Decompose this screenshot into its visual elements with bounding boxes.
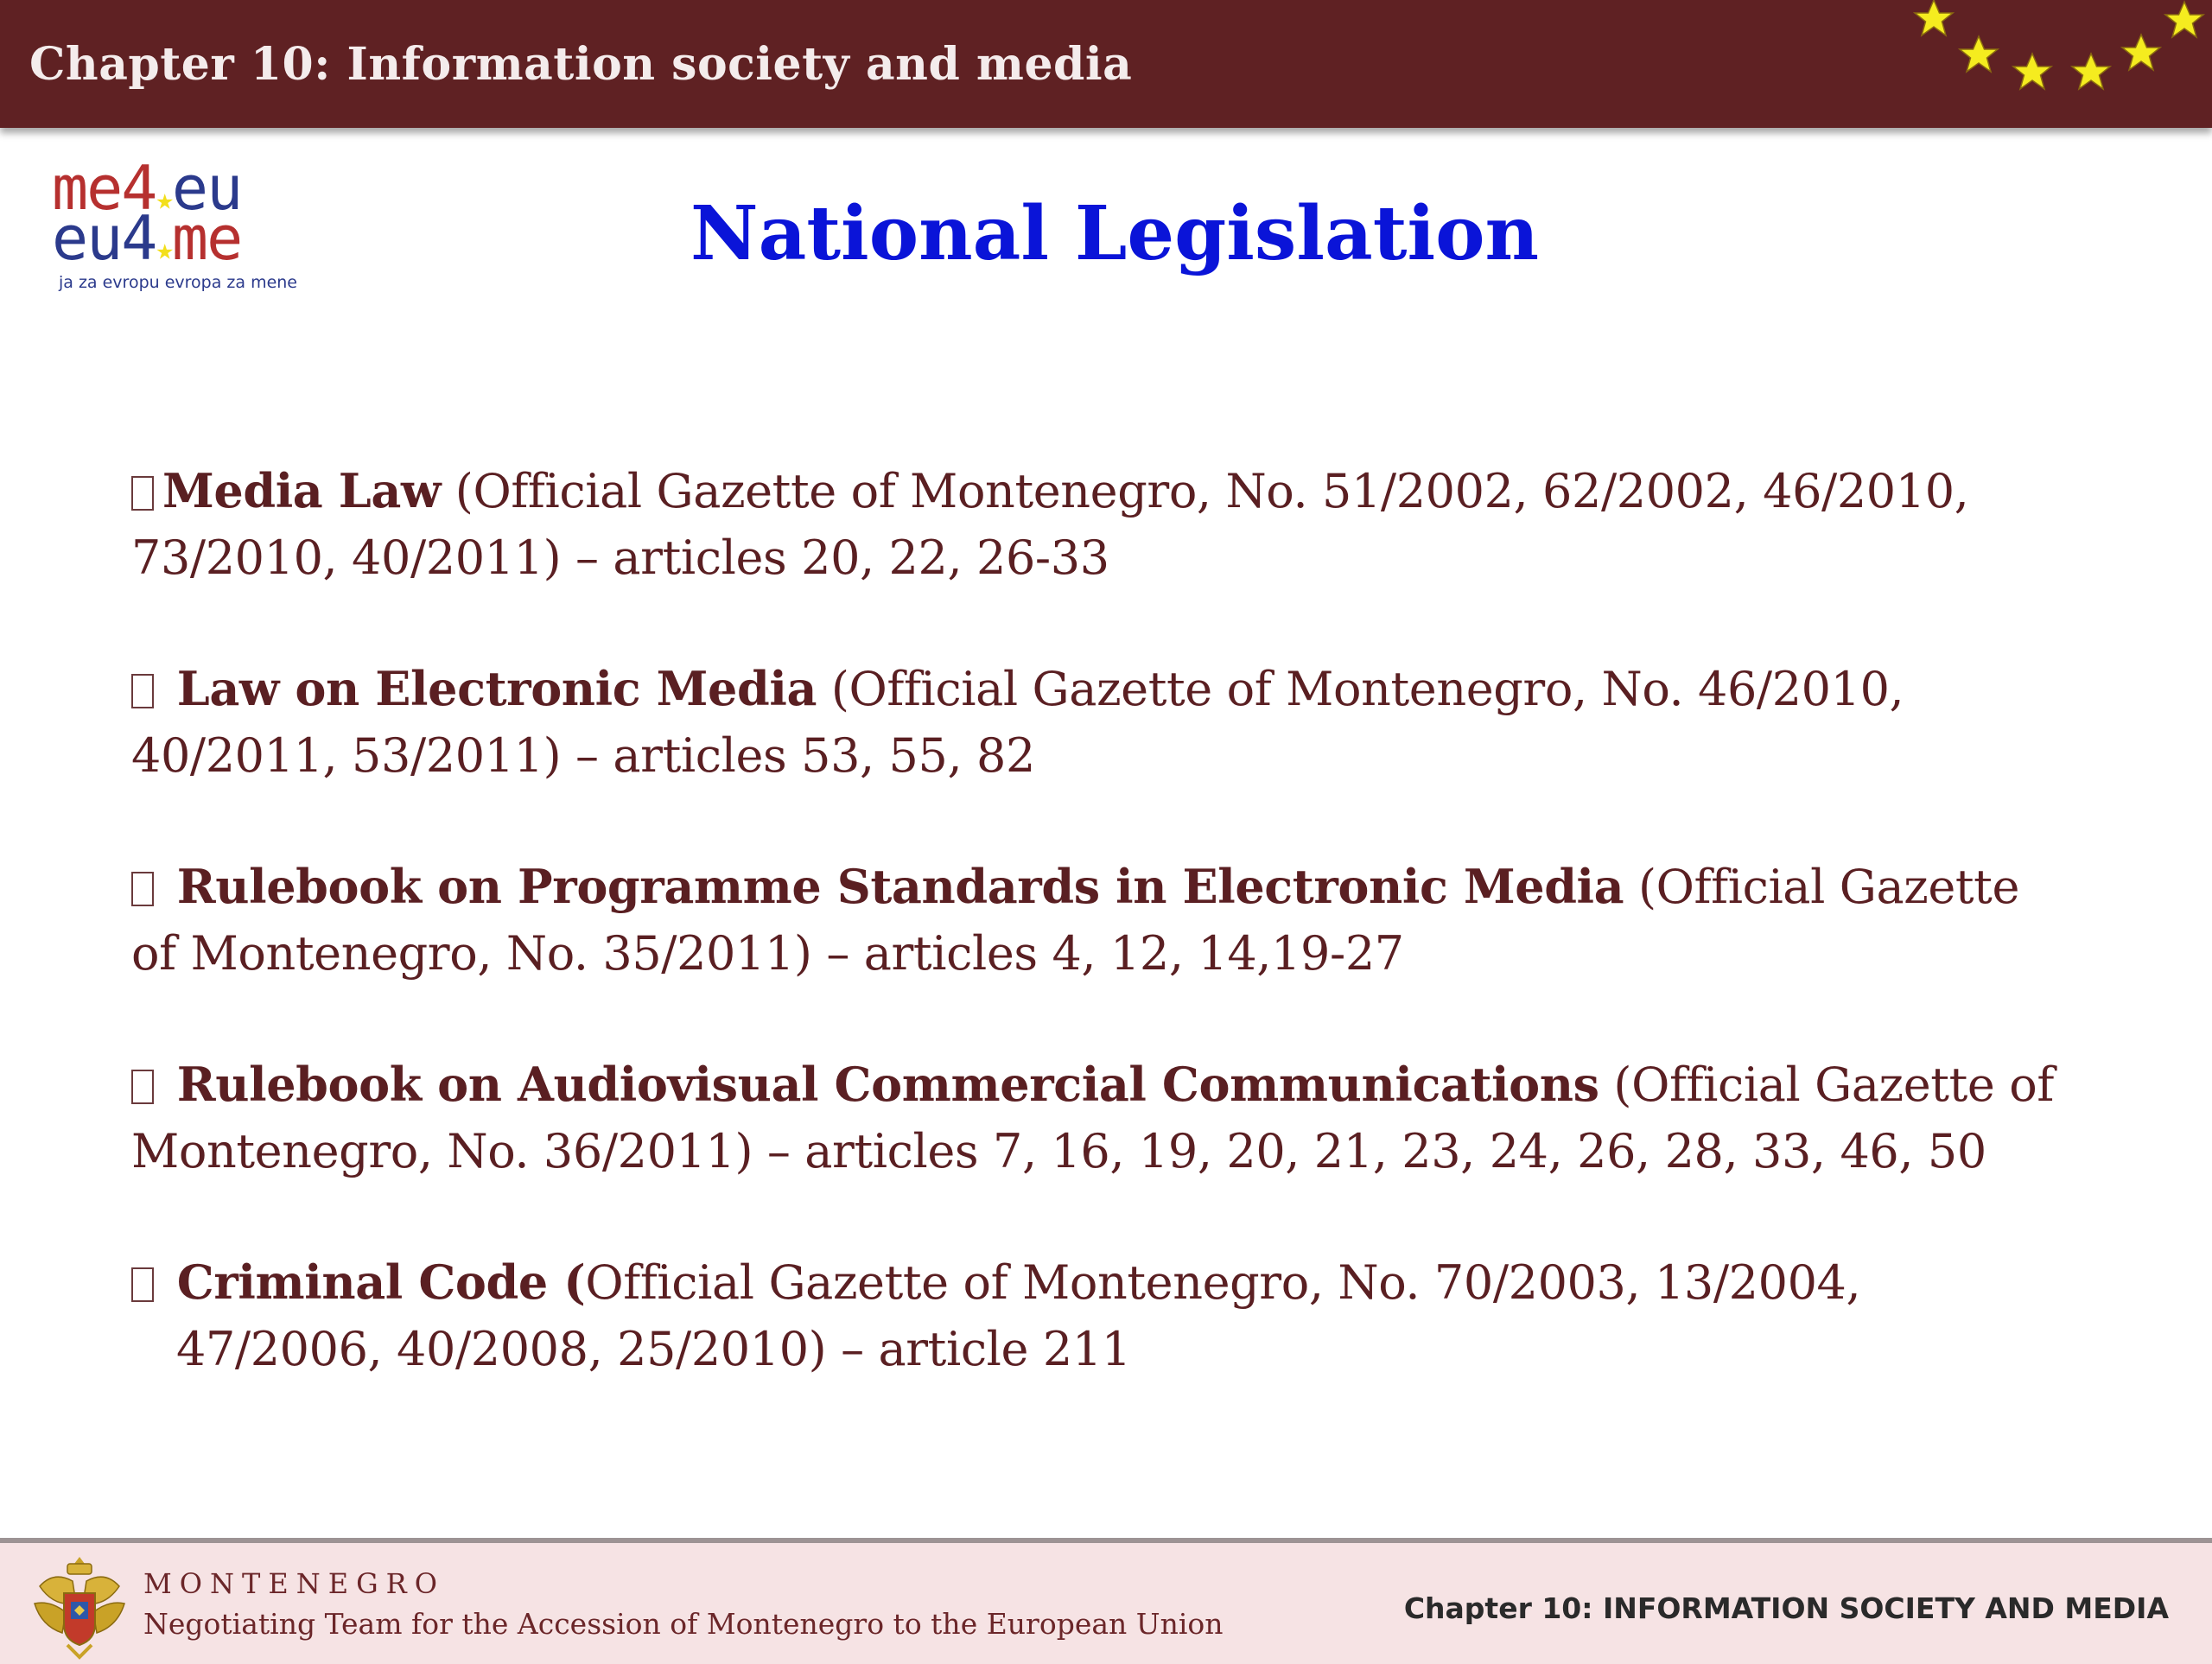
list-item — [131, 854, 2067, 987]
legislation-list — [131, 458, 2067, 1447]
logo-text-eu4: eu4 — [52, 203, 156, 274]
logo-star-icon: ★ — [156, 232, 172, 267]
law-details: Official Gazette of Montenegro, No. 70/2003, 13/2004, — [585, 1255, 1861, 1310]
logo-star-icon: ★ — [156, 182, 172, 217]
eu-stars-icon — [1884, 0, 2212, 121]
logo-text-me4: me4 — [52, 153, 156, 224]
list-item — [131, 458, 2067, 591]
law-details: (Official Gazette of Montenegro, No. 51/2002, 62/2002, 46/2010, 73/2010, 40/2011) – articles 20, 22, 26-33 — [131, 464, 1969, 585]
bullet-box-icon — [131, 674, 154, 708]
list-item — [131, 1249, 2067, 1382]
law-name: Media Law — [162, 463, 442, 518]
bullet-box-icon — [131, 1070, 154, 1104]
law-details: (Official Gazette of Montenegro, No. 46/2010, 40/2011, 53/2011) – articles 53, 55, 82 — [131, 662, 1904, 783]
bullet-box-icon — [131, 872, 154, 906]
list-item — [131, 656, 2067, 789]
law-details: (Official Gazette of Montenegro, No. 36/2011) – articles 7, 16, 19, 20, 21, 23, 24, 26, 28, 33, 46, 50 — [131, 1057, 2054, 1178]
list-item — [131, 1051, 2067, 1184]
law-name: Rulebook on Programme Standards in Electronic Media — [176, 859, 1624, 914]
footer-chapter: Chapter 10: INFORMATION SOCIETY AND MEDIA — [1403, 1591, 2169, 1625]
slide-title: National Legislation — [690, 190, 1540, 277]
bullet-box-icon — [131, 1267, 154, 1302]
logo-text-me: me — [171, 203, 242, 274]
law-name: Law on Electronic Media — [176, 661, 817, 716]
montenegro-coat-of-arms-icon — [28, 1552, 131, 1662]
footer-bar — [0, 1538, 2212, 1664]
footer-country: MONTENEGRO — [143, 1567, 445, 1600]
header-bar — [0, 0, 2212, 128]
footer-team: Negotiating Team for the Accession of Montenegro to the European Union — [143, 1607, 1224, 1641]
logo-text-eu: eu — [171, 153, 242, 224]
logo-tagline: ja za evropu evropa za mene — [59, 273, 297, 292]
law-name: Rulebook on Audiovisual Commercial Communications — [176, 1057, 1599, 1112]
chapter-title: Chapter 10: Information society and media — [29, 38, 1133, 91]
law-details-continued: 47/2006, 40/2008, 25/2010) – article 211 — [176, 1322, 1131, 1376]
law-details: (Official Gazette of Montenegro, No. 35/2011) – articles 4, 12, 14,19-27 — [131, 860, 2020, 981]
bullet-box-icon — [131, 476, 154, 511]
law-name: Criminal Code ( — [176, 1254, 586, 1310]
